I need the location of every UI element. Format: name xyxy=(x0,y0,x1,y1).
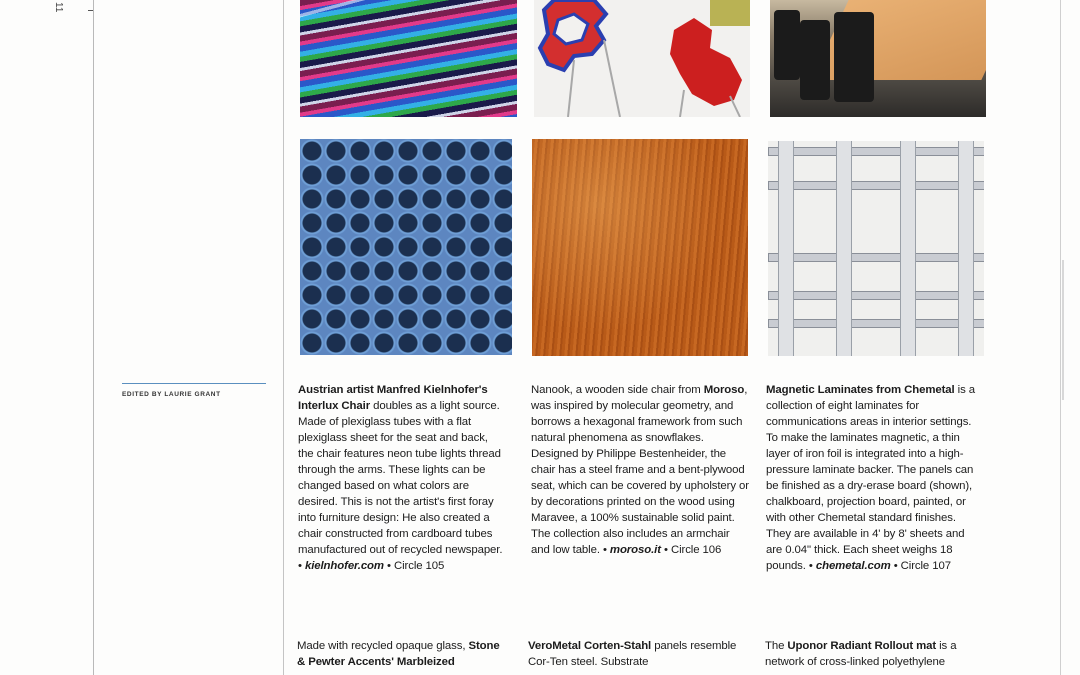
office-chair xyxy=(834,12,874,102)
office-chair xyxy=(800,20,830,100)
caption-brand: Moroso xyxy=(703,384,745,396)
reader-circle: • Circle 105 xyxy=(383,560,445,572)
reader-circle: • Circle 107 xyxy=(890,560,951,572)
radiant-rollout-mat-photo xyxy=(768,141,984,356)
mat-rail xyxy=(768,253,984,262)
mat-post xyxy=(778,141,794,356)
mat-rail xyxy=(768,147,984,156)
caption-body: doubles as a light source. Made of plexiglass tubes with a flat plexiglass sheet for the seat and back, the chair features neon tube lights thread through the arms. These lights can be changed based on what colors are desired. This is not the artist's first foray into furniture design: He also created a chair constructed from cardboard tubes manufactured out of recycled newspaper. • xyxy=(298,400,503,572)
product-link[interactable]: moroso.it xyxy=(609,544,661,556)
editor-credit: EDITED BY LAURIE GRANT xyxy=(122,391,221,398)
office-chair xyxy=(774,10,800,80)
product-link[interactable]: chemetal.com xyxy=(815,560,891,572)
mat-post xyxy=(900,141,916,356)
caption-brand: Uponor Radiant Rollout mat xyxy=(787,640,937,652)
mat-post xyxy=(836,141,852,356)
caption-marbleized-glass xyxy=(297,638,507,670)
mat-rail xyxy=(768,291,984,300)
caption-brand: VeroMetal Corten-Stahl xyxy=(528,640,652,652)
caption-lead: The xyxy=(765,640,788,652)
caption-nanook-chair xyxy=(531,382,749,558)
caption-brand: Stone & Pewter Accents' Marbleized xyxy=(297,640,500,668)
caption-body: is a collection of eight laminates for communications areas in interior settings. To make the laminates magnetic, a thin layer of iron foil is integrated into a high-pressure laminate backer. The panels can be finished as a dry-erase board (shown), chalkboard, projection board, painted, or with other Chemetal standard finishes. They are available in 4' by 8' sheets and are 0.04" thick. Each sheet weighs 18 pounds. • xyxy=(766,384,975,572)
interlux-chair-photo xyxy=(300,0,517,117)
mat-rail xyxy=(768,181,984,190)
product-link[interactable]: kielnhofer.com xyxy=(304,560,384,572)
caption-body: is a network of cross-linked polyethylene xyxy=(765,640,957,668)
caption-verometal xyxy=(528,638,742,670)
scan-edge-mark xyxy=(1062,260,1064,400)
caption-body: panels resemble Cor-Ten steel. Substrate xyxy=(528,640,737,668)
caption-lead: Made with recycled opaque glass, xyxy=(297,640,469,652)
right-margin-rule xyxy=(1060,0,1061,675)
mat-rail xyxy=(768,319,984,328)
conference-room-photo xyxy=(770,0,986,117)
page-folio: 11 xyxy=(53,2,64,13)
caption-magnetic-laminates xyxy=(766,382,978,574)
caption-lead: Magnetic Laminates from Chemetal xyxy=(766,384,955,396)
corten-steel-panel-photo xyxy=(532,139,748,356)
column-rule xyxy=(283,0,284,675)
mat-post xyxy=(958,141,974,356)
caption-body: , was inspired by molecular geometry, and borrows a hexagonal framework from such natural phenomena as snowflakes. Designed by Philippe Bestenheider, the chair has a steel frame and a bent-plywood seat, which can be covered by upholstery or by decorations printed on the wood using Maravee, a 100% sustainable solid paint. The collection also includes an armchair and low table. • xyxy=(531,384,749,556)
reader-circle: • Circle 106 xyxy=(660,544,722,556)
caption-lead: Nanook, a wooden side chair from xyxy=(531,384,704,396)
caption-lead: Austrian artist Manfred Kielnhofer's Interlux Chair xyxy=(298,384,488,412)
marbleized-glass-tile-photo xyxy=(300,139,512,355)
caption-interlux-chair xyxy=(298,382,503,574)
editor-rule xyxy=(122,383,266,384)
caption-uponor-mat xyxy=(765,638,977,670)
nanook-chair-photo xyxy=(534,0,750,117)
page-edge-rule xyxy=(93,0,94,675)
